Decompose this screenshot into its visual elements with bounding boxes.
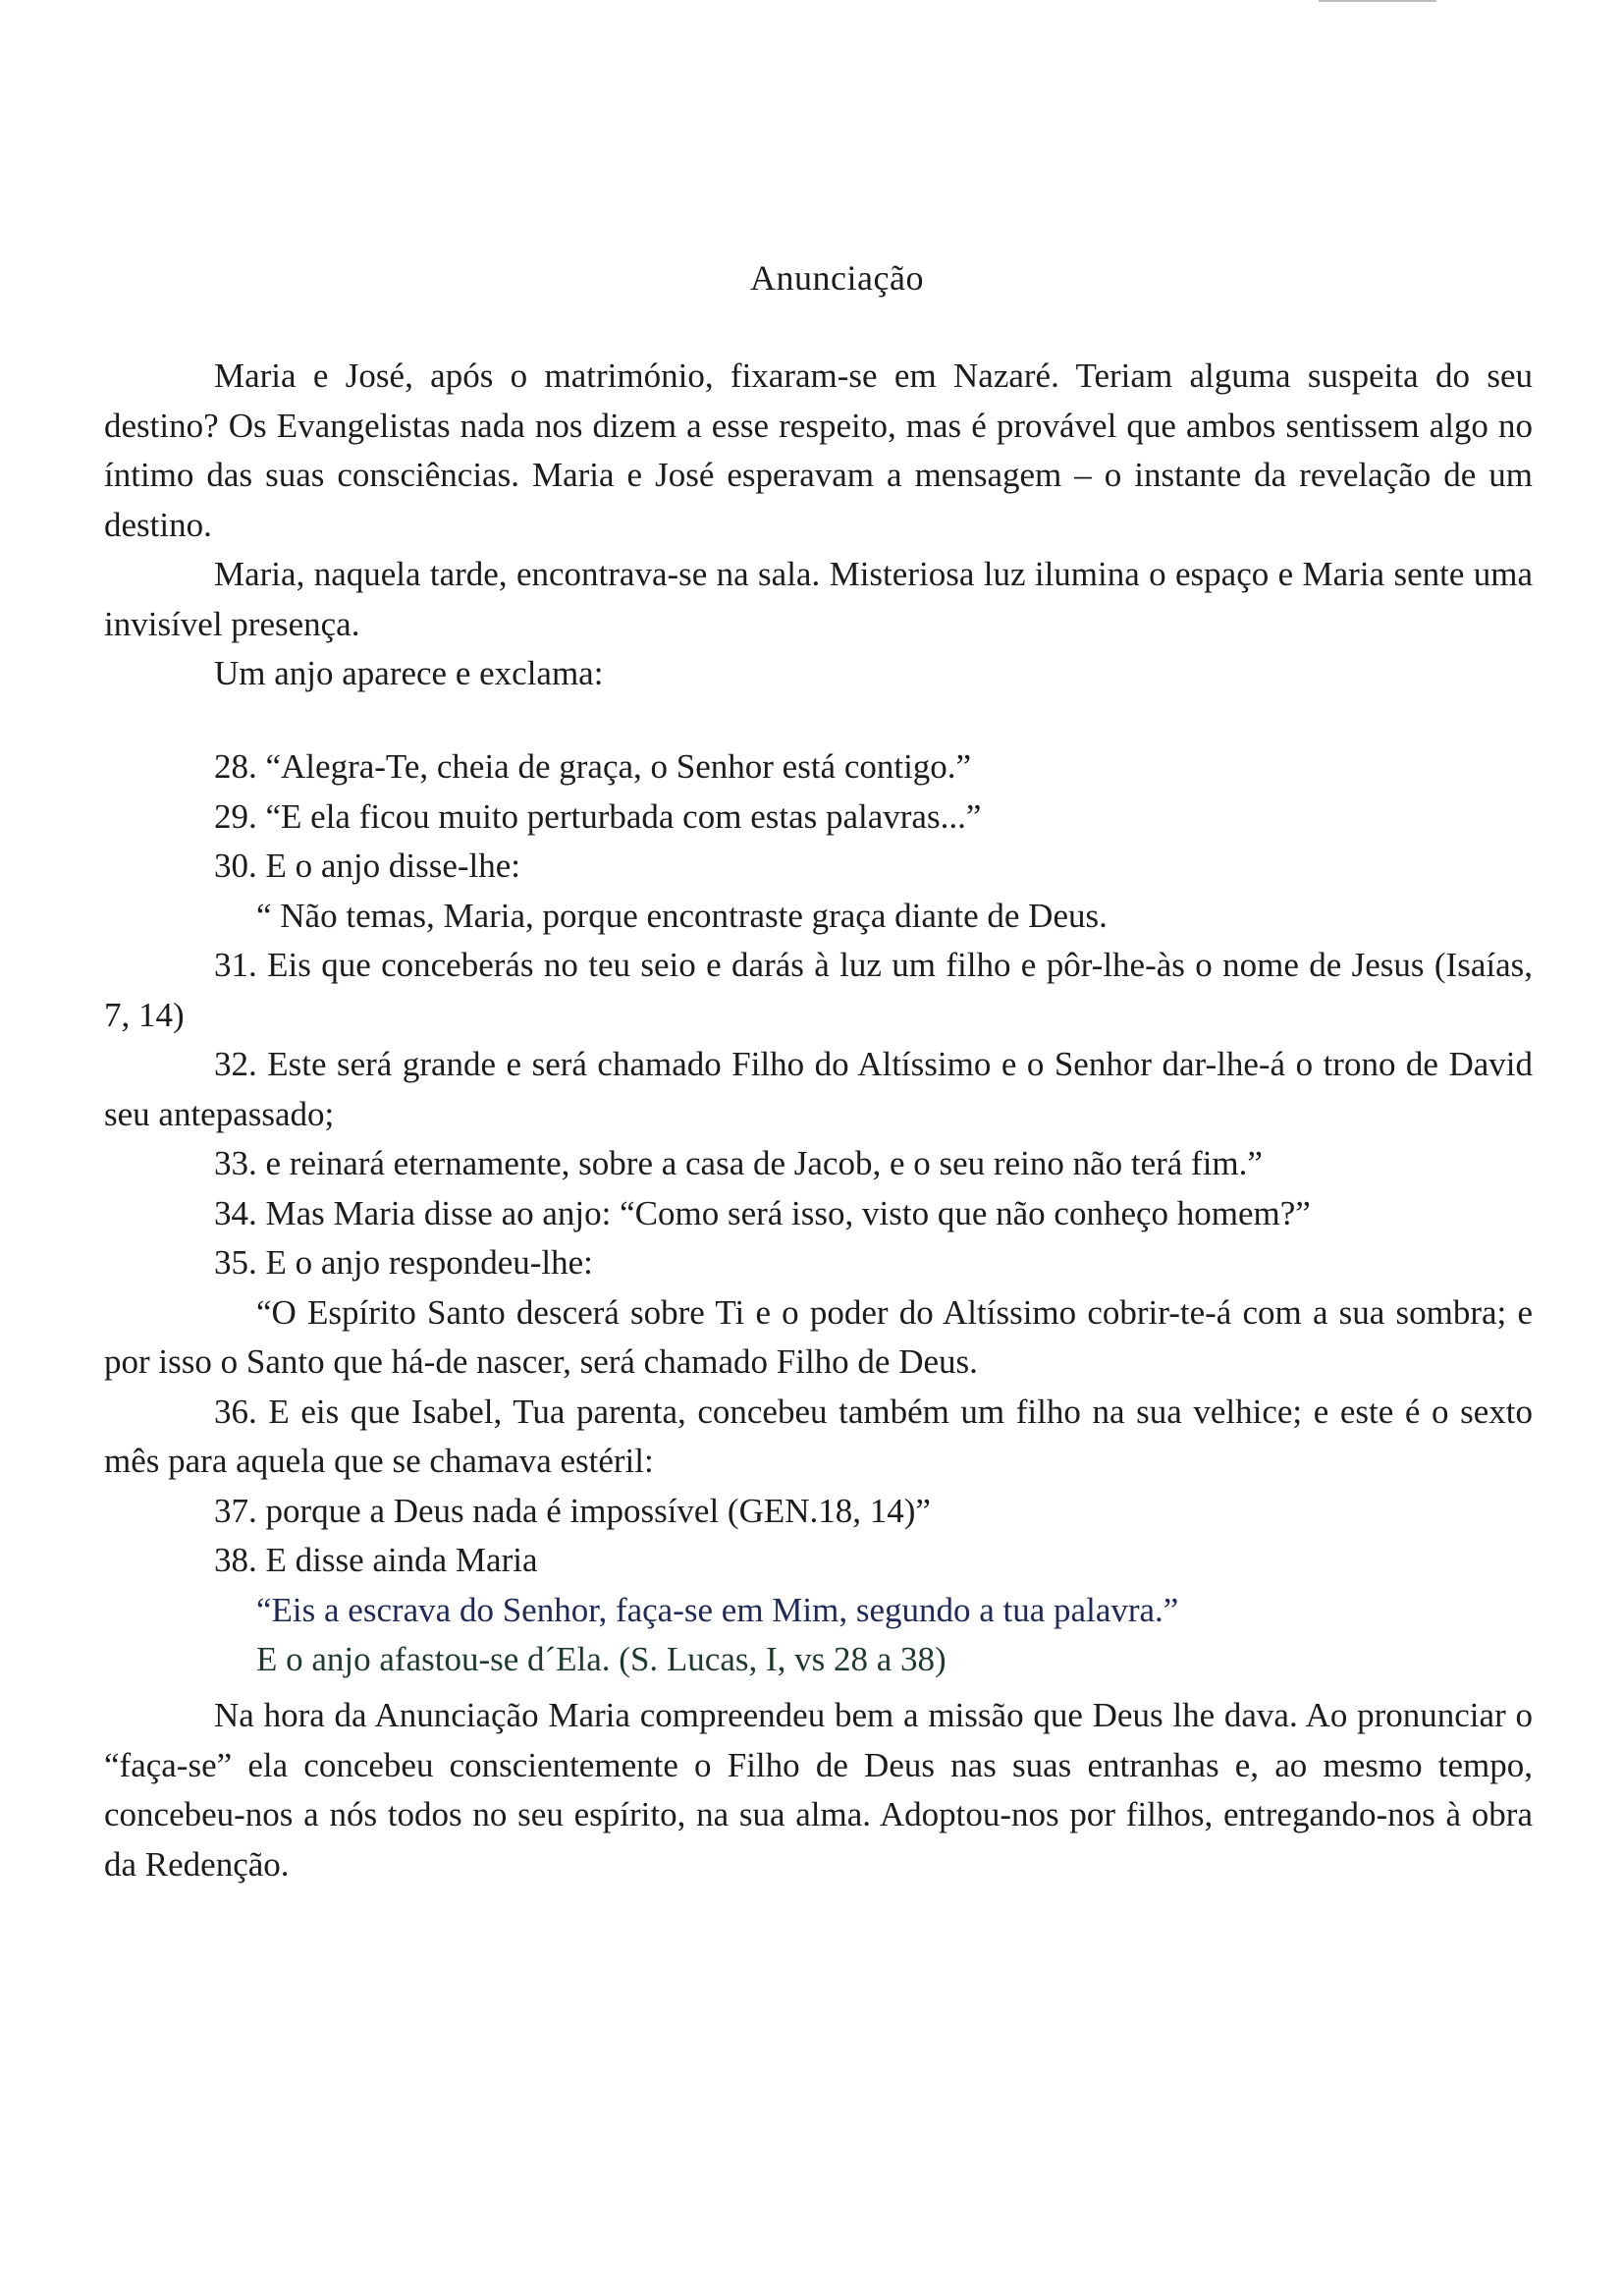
- verse-38-quote: “Eis a escrava do Senhor, faça-se em Mim, segundo a tua palavra.”: [256, 1590, 1179, 1629]
- intro-paragraph-3: Um anjo aparece e exclama:: [214, 654, 604, 692]
- verse-32: 32. Este será grande e será chamado Filho do Altíssimo e o Senhor dar-lhe-á o trono de David seu antepassado;: [104, 1045, 1533, 1133]
- verse-28: 28. “Alegra-Te, cheia de graça, o Senhor está contigo.”: [214, 747, 972, 786]
- page-title: Anunciação: [750, 258, 924, 298]
- verse-38: 38. E disse ainda Maria: [214, 1541, 538, 1579]
- conclusion-section: [104, 1691, 1533, 1889]
- conclusion-paragraph: Na hora da Anunciação Maria compreendeu bem a missão que Deus lhe dava. Ao pronunciar o “faça-se” ela concebeu conscientemente o Filho de Deus nas suas entranhas e, ao mesmo tempo, concebeu-nos a nós todos no seu espírito, na sua alma. Adoptou-nos por filhos, entregando-nos à obra da Redenção.: [104, 1696, 1533, 1884]
- verse-35-quote: “O Espírito Santo descerá sobre Ti e o poder do Altíssimo cobrir-te-á com a sua sombra; e por isso o Santo que há-de nascer, será chamado Filho de Deus.: [104, 1292, 1533, 1381]
- intro-paragraph-1: Maria e José, após o matrimónio, fixaram-se em Nazaré. Teriam alguma suspeita do seu destino? Os Evangelistas nada nos dizem a esse respeito, mas é provável que ambos sentissem algo no íntimo das suas consciências. Maria e José esperavam a mensagem – o instante da revelação de um destino.: [104, 356, 1533, 544]
- verse-34: 34. Mas Maria disse ao anjo: “Como será isso, visto que não conheço homem?”: [214, 1193, 1311, 1232]
- gospel-verses: [104, 742, 1533, 1685]
- scan-edge-mark: [1319, 0, 1436, 2]
- intro-section: [104, 352, 1533, 699]
- verse-33: 33. e reinará eternamente, sobre a casa de Jacob, e o seu reino não terá fim.”: [214, 1144, 1263, 1182]
- intro-paragraph-2: Maria, naquela tarde, encontrava-se na sala. Misteriosa luz ilumina o espaço e Maria sente uma invisível presença.: [104, 555, 1533, 643]
- verse-36: 36. E eis que Isabel, Tua parenta, concebeu também um filho na sua velhice; e este é o sexto mês para aquela que se chamava estéril:: [104, 1392, 1533, 1480]
- verse-29: 29. “E ela ficou muito perturbada com estas palavras...”: [214, 796, 982, 836]
- verse-37: 37. porque a Deus nada é impossível (GEN.18, 14)”: [214, 1491, 931, 1530]
- verse-35: 35. E o anjo respondeu-lhe:: [214, 1243, 593, 1282]
- closing-citation: E o anjo afastou-se d´Ela. (S. Lucas, I, vs 28 a 38): [256, 1640, 947, 1678]
- verse-31: 31. Eis que conceberás no teu seio e darás à luz um filho e pôr-lhe-às o nome de Jesus (Isaías, 7, 14): [104, 946, 1533, 1034]
- verse-30: 30. E o anjo disse-lhe:: [214, 847, 521, 885]
- verse-30-quote: “ Não temas, Maria, porque encontraste graça diante de Deus.: [256, 896, 1108, 935]
